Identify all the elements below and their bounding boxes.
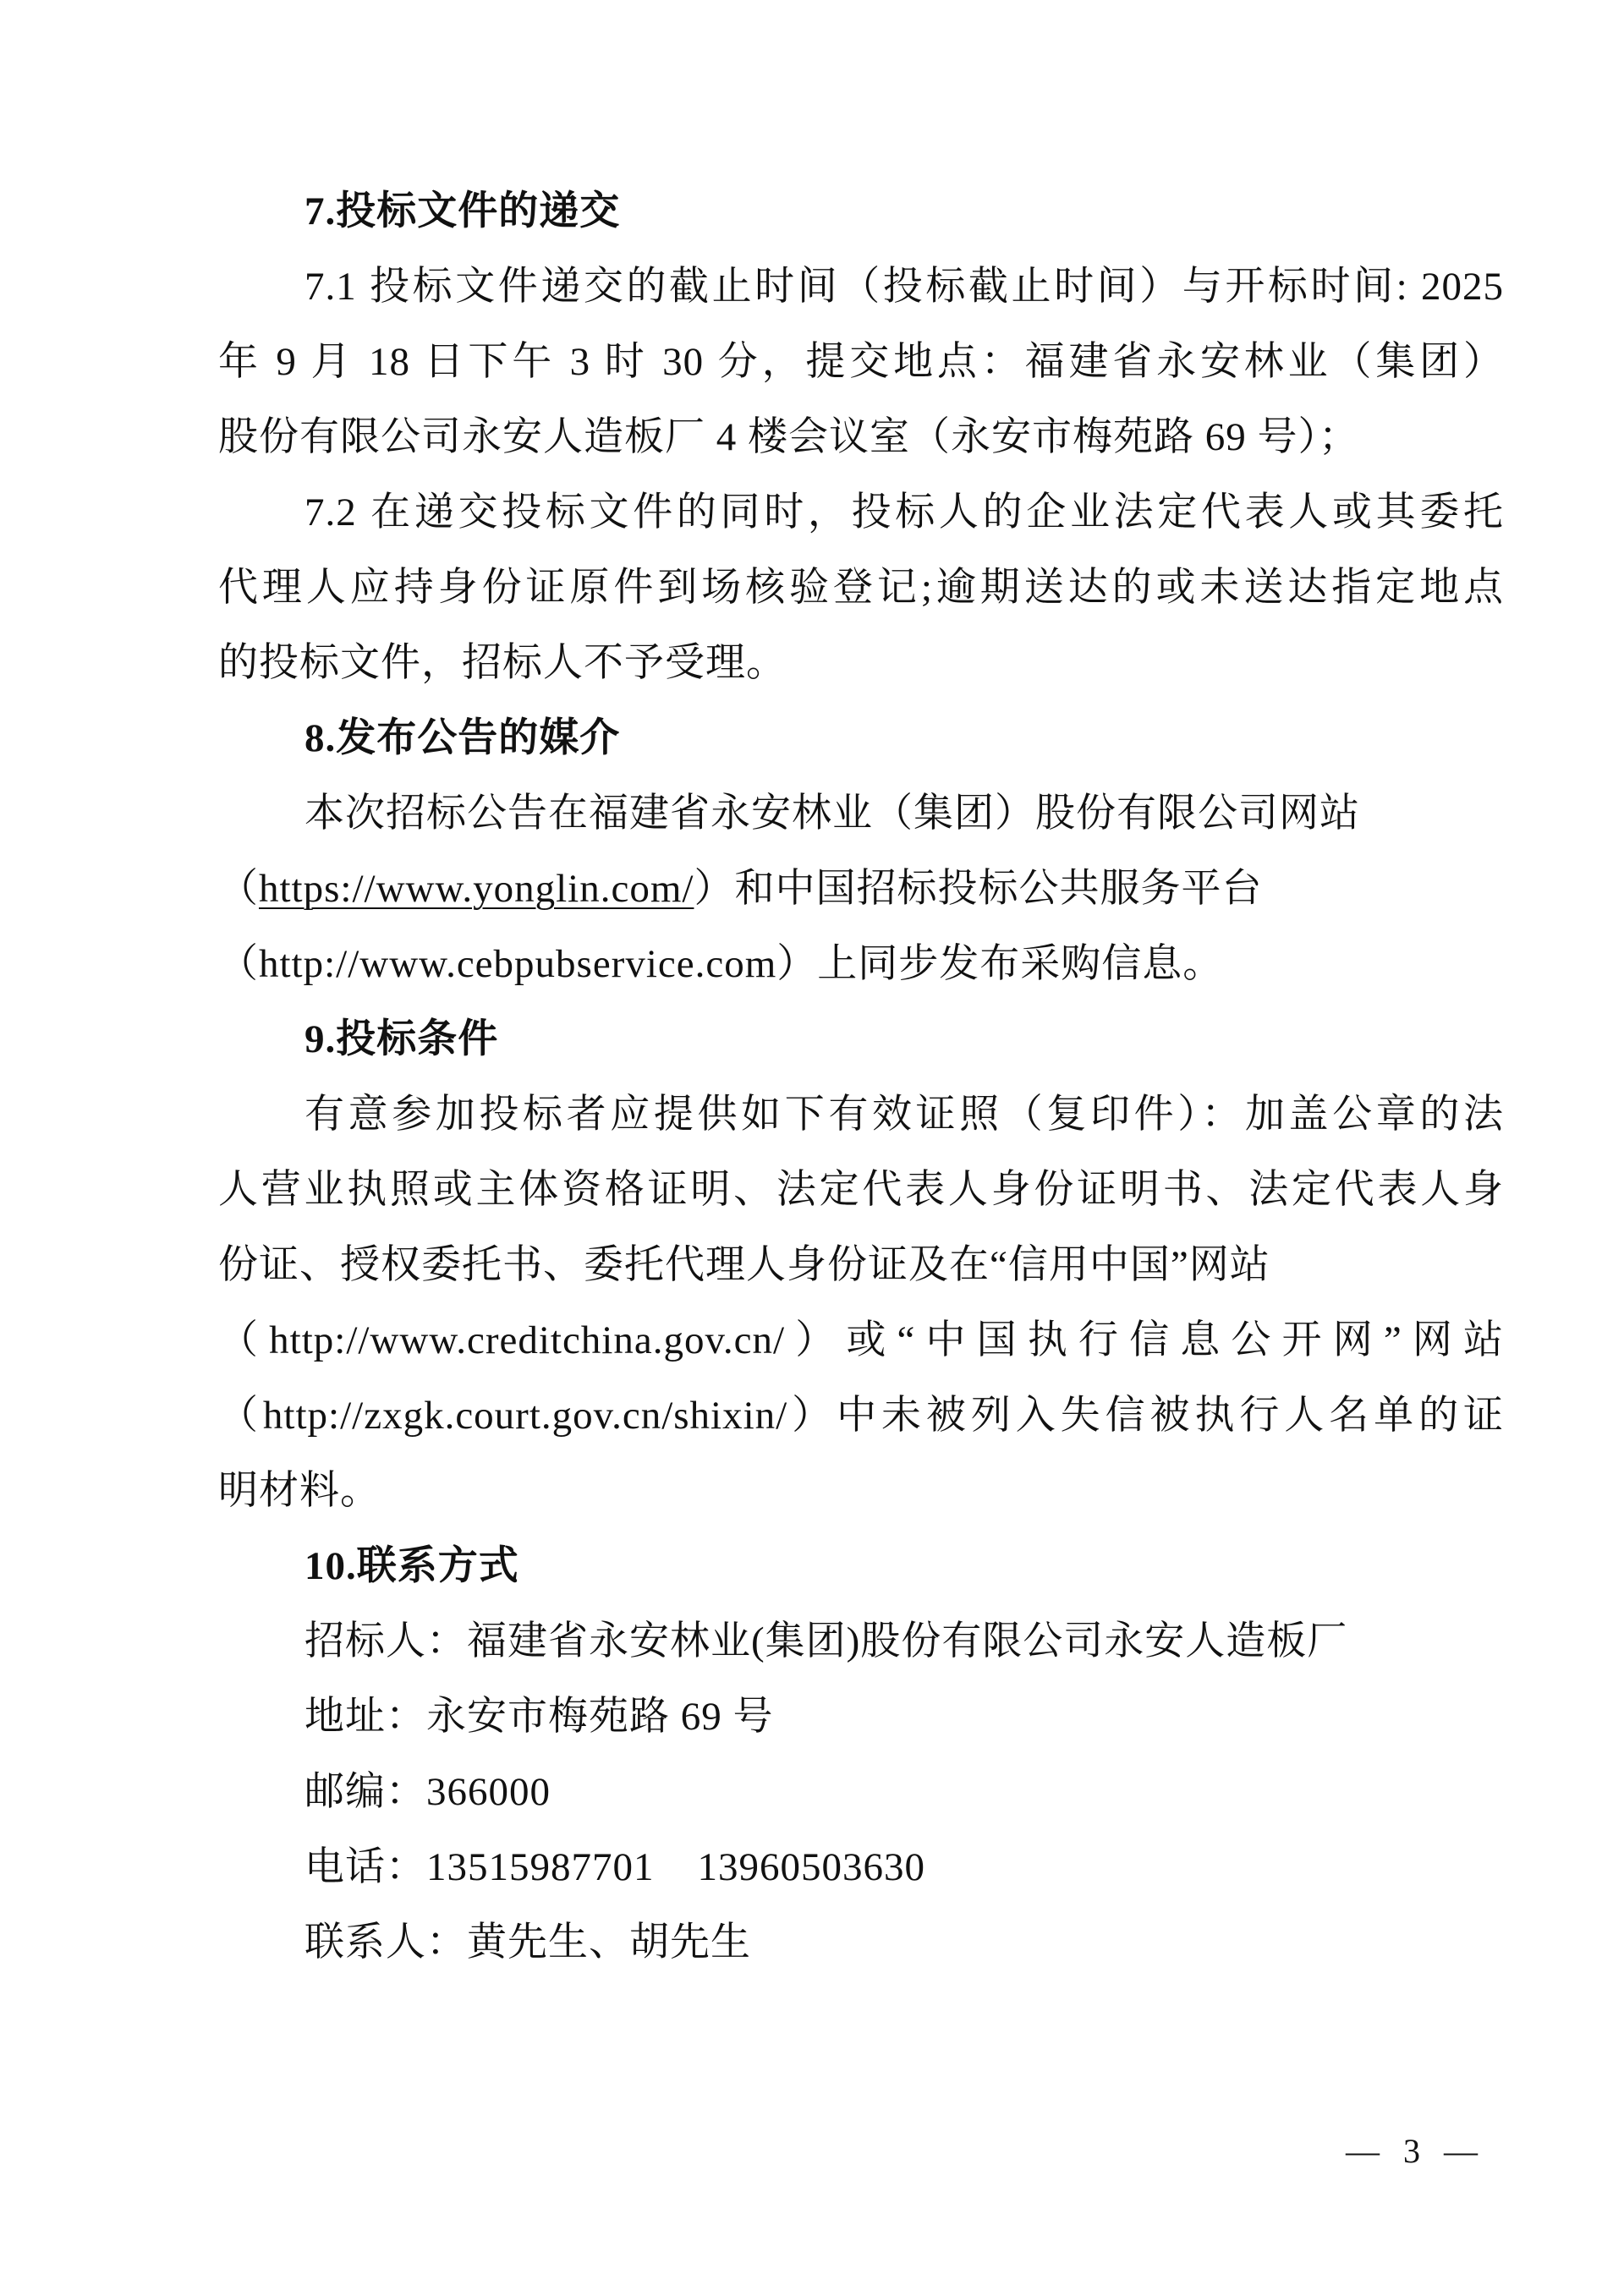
section-heading: 9.投标条件 [304,1017,499,1061]
page-number: — 3 — [1346,2132,1478,2170]
text-line: 联系人：黄先生、胡先生 [304,1921,751,1964]
text-line: 份证、授权委托书、委托代理人身份证及在“信用中国”网站 [218,1243,1270,1287]
text-line: 7.1 投标文件递交的截止时间（投标截止时间）与开标时间: 2025 [304,265,1504,309]
text-line: 地址：永安市梅苑路 69 号 [304,1695,774,1739]
section-heading: 10.联系方式 [304,1544,519,1588]
text-line: 邮编：366000 [304,1770,551,1814]
text-line: （http://www.creditchina.gov.cn/）或“中国执行信息公开网”网站 [218,1318,1504,1362]
section-heading: 7.投标文件的递交 [304,189,621,233]
text-line: 7.2 在递交投标文件的同时，投标人的企业法定代表人或其委托 [304,490,1504,534]
text-line: 招标人：福建省永安林业(集团)股份有限公司永安人造板厂 [304,1619,1348,1663]
text-line: 有意参加投标者应提供如下有效证照（复印件）：加盖公章的法 [304,1093,1504,1137]
document-body [218,174,1504,1981]
text-line: 电话：13515987701 13960503630 [304,1845,925,1889]
url-text: https://www.yonglin.com/ [259,867,694,911]
text-line: 人营业执照或主体资格证明、法定代表人身份证明书、法定代表人身 [218,1168,1504,1212]
text-line [218,852,1504,927]
text-line: （http://www.cebpubservice.com）上同步发布采购信息。 [218,942,1224,986]
text-line: 的投标文件，招标人不予受理。 [218,641,787,685]
text-line: 明材料。 [218,1469,381,1513]
text-part: ）和中国招标投标公共服务平台 [694,867,1263,911]
text-line: 股份有限公司永安人造板厂 4 楼会议室（永安市梅苑路 69 号）； [218,415,1359,459]
text-part: （ [218,867,259,911]
section-heading: 8.发布公告的媒介 [304,716,621,760]
text-line: 本次招标公告在福建省永安林业（集团）股份有限公司网站 [304,792,1360,836]
text-line: 代理人应持身份证原件到场核验登记;逾期送达的或未送达指定地点 [218,566,1504,610]
text-line: （http://zxgk.court.gov.cn/shixin/）中未被列入失信被执行人名单的证 [218,1394,1504,1438]
text-line: 年 9 月 18 日下午 3 时 30 分，提交地点：福建省永安林业（集团） [218,340,1504,384]
